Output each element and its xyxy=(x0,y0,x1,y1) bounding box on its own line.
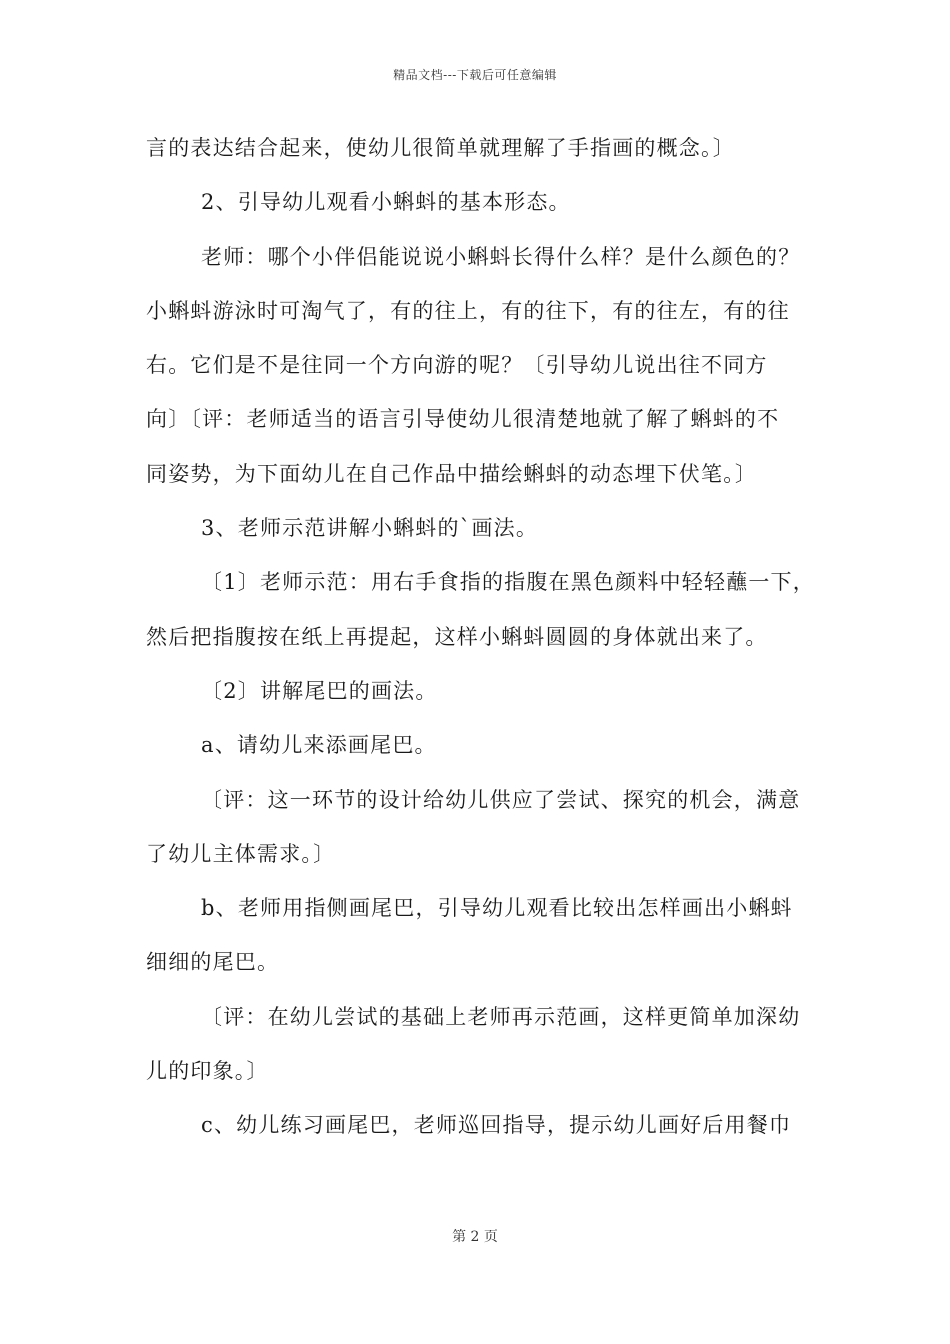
text-line: 〔2〕讲解尾巴的画法。 xyxy=(201,678,438,703)
text-line: 然后把指腹按在纸上再提起，这样小蝌蚪圆圆的身体就出来了。 xyxy=(146,624,768,649)
text-line: 细细的尾巴。 xyxy=(146,950,280,975)
page-header: 精品文档---下载后可任意编辑 xyxy=(393,68,557,82)
text-line: 同姿势，为下面幼儿在自己作品中描绘蝌蚪的动态埋下伏笔。〕 xyxy=(146,461,758,486)
text-line: c、幼儿练习画尾巴，老师巡回指导，提示幼儿画好后用餐巾 xyxy=(201,1113,792,1138)
page-number: 第 2 页 xyxy=(452,1229,498,1245)
text-line: 3、老师示范讲解小蝌蚪的`画法。 xyxy=(201,516,539,541)
text-line: 了幼儿主体需求。〕 xyxy=(146,841,336,866)
text-line: b、老师用指侧画尾巴，引导幼儿观看比较出怎样画出小蝌蚪 xyxy=(201,896,793,921)
text-line: 〔评：这一环节的设计给幼儿供应了尝试、探究的机会，满意 xyxy=(201,787,801,812)
text-line: 右。它们是不是往同一个方向游的呢？〔引导幼儿说出往不同方 xyxy=(146,353,768,378)
text-line: 儿的印象。〕 xyxy=(146,1059,269,1084)
document-body xyxy=(146,128,826,1160)
text-line: 〔评：在幼儿尝试的基础上老师再示范画，这样更简单加深幼 xyxy=(201,1004,801,1029)
text-line: a、请幼儿来添画尾巴。 xyxy=(201,733,437,758)
text-line: 向〕〔评：老师适当的语言引导使幼儿很清楚地就了解了蝌蚪的不 xyxy=(146,407,780,432)
text-line: 言的表达结合起来，使幼儿很简单就理解了手指画的概念。〕 xyxy=(146,136,735,160)
text-line: 2、引导幼儿观看小蝌蚪的基本形态。 xyxy=(201,190,571,215)
text-line: 〔1〕老师示范：用右手食指的指腹在黑色颜料中轻轻蘸一下， xyxy=(201,570,815,595)
text-line: 老师：哪个小伴侣能说说小蝌蚪长得什么样？是什么颜色的？ xyxy=(201,244,801,269)
text-line: 小蝌蚪游泳时可淘气了，有的往上，有的往下，有的往左，有的往 xyxy=(146,298,790,323)
